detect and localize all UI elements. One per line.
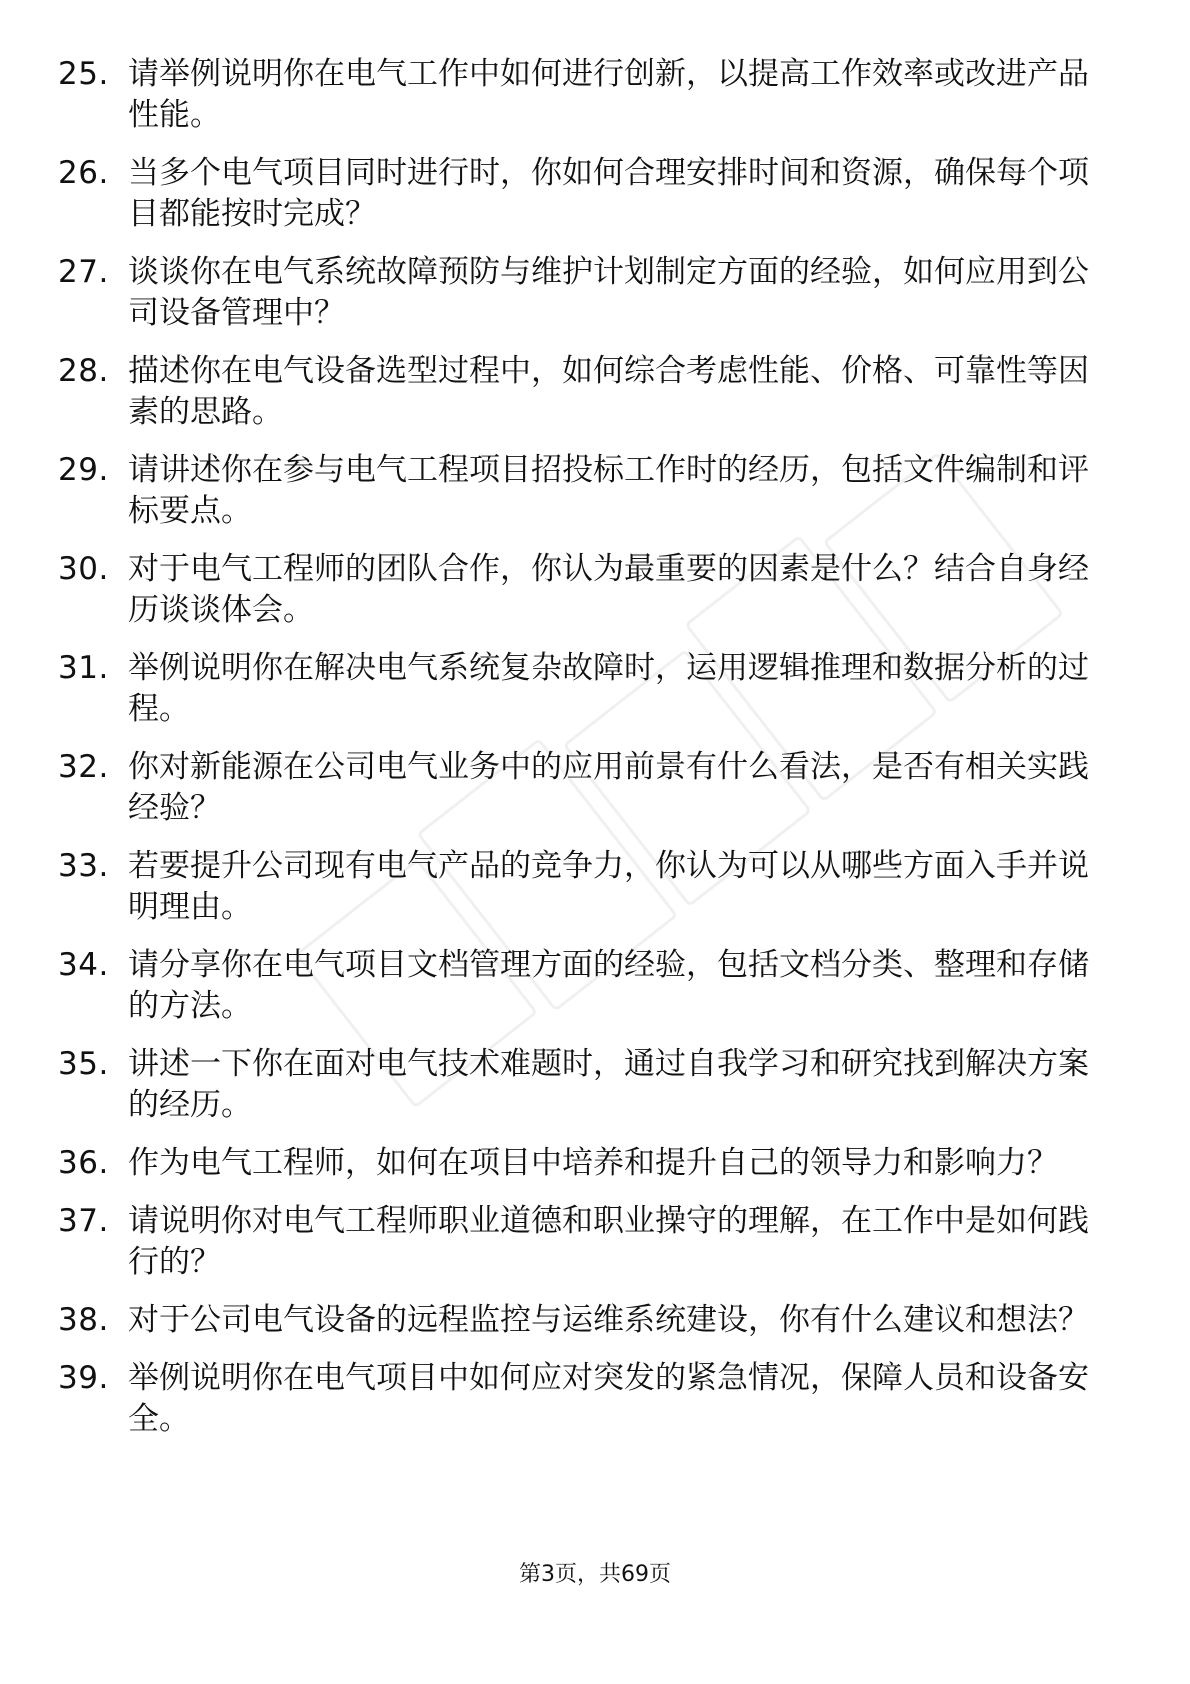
question-item — [58, 747, 1118, 829]
question-number: 33. — [58, 848, 109, 884]
question-item — [58, 945, 1118, 1027]
question-item — [58, 1201, 1118, 1283]
question-text: 举例说明你在解决电气系统复杂故障时，运用逻辑推理和数据分析的过程。 — [128, 650, 1089, 727]
question-number: 35. — [58, 1046, 109, 1082]
question-text: 请举例说明你在电气工作中如何进行创新，以提高工作效率或改进产品性能。 — [128, 56, 1089, 133]
question-list — [58, 54, 1118, 1457]
question-number: 32. — [58, 749, 109, 785]
question-text: 讲述一下你在面对电气技术难题时，通过自我学习和研究找到解决方案的经历。 — [128, 1046, 1089, 1123]
question-item — [58, 450, 1118, 532]
question-number: 26. — [58, 155, 109, 191]
question-number: 38. — [58, 1302, 109, 1338]
question-text: 请说明你对电气工程师职业道德和职业操守的理解，在工作中是如何践行的？ — [128, 1203, 1089, 1280]
question-item — [58, 54, 1118, 136]
question-text: 请分享你在电气项目文档管理方面的经验，包括文档分类、整理和存储的方法。 — [128, 947, 1089, 1024]
question-text: 当多个电气项目同时进行时，你如何合理安排时间和资源，确保每个项目都能按时完成？ — [128, 155, 1089, 232]
question-number: 36. — [58, 1145, 109, 1181]
question-item — [58, 1300, 1118, 1341]
question-number: 30. — [58, 551, 109, 587]
question-item — [58, 351, 1118, 433]
question-number: 34. — [58, 947, 109, 983]
question-text: 请讲述你在参与电气工程项目招投标工作时的经历，包括文件编制和评标要点。 — [128, 452, 1089, 529]
page-footer: 第3页，共69页 — [519, 1562, 671, 1587]
question-number: 25. — [58, 56, 109, 92]
question-item — [58, 549, 1118, 631]
question-item — [58, 1358, 1118, 1440]
question-text: 描述你在电气设备选型过程中，如何综合考虑性能、价格、可靠性等因素的思路。 — [128, 353, 1089, 430]
question-text: 对于公司电气设备的远程监控与运维系统建设，你有什么建议和想法？ — [128, 1302, 1089, 1338]
question-item — [58, 252, 1118, 334]
question-number: 39. — [58, 1360, 109, 1396]
question-text: 若要提升公司现有电气产品的竞争力，你认为可以从哪些方面入手并说明理由。 — [128, 848, 1089, 925]
question-item — [58, 1143, 1118, 1184]
question-number: 28. — [58, 353, 109, 389]
question-text: 举例说明你在电气项目中如何应对突发的紧急情况，保障人员和设备安全。 — [128, 1360, 1089, 1437]
question-text: 对于电气工程师的团队合作，你认为最重要的因素是什么？结合自身经历谈谈体会。 — [128, 551, 1089, 628]
question-item — [58, 846, 1118, 928]
question-text: 谈谈你在电气系统故障预防与维护计划制定方面的经验，如何应用到公司设备管理中？ — [128, 254, 1089, 331]
question-item — [58, 648, 1118, 730]
question-item — [58, 153, 1118, 235]
question-text: 作为电气工程师，如何在项目中培养和提升自己的领导力和影响力？ — [128, 1145, 1058, 1181]
question-text: 你对新能源在公司电气业务中的应用前景有什么看法，是否有相关实践经验？ — [128, 749, 1089, 826]
question-number: 37. — [58, 1203, 109, 1239]
question-number: 29. — [58, 452, 109, 488]
question-item — [58, 1044, 1118, 1126]
question-number: 31. — [58, 650, 109, 686]
question-number: 27. — [58, 254, 109, 290]
